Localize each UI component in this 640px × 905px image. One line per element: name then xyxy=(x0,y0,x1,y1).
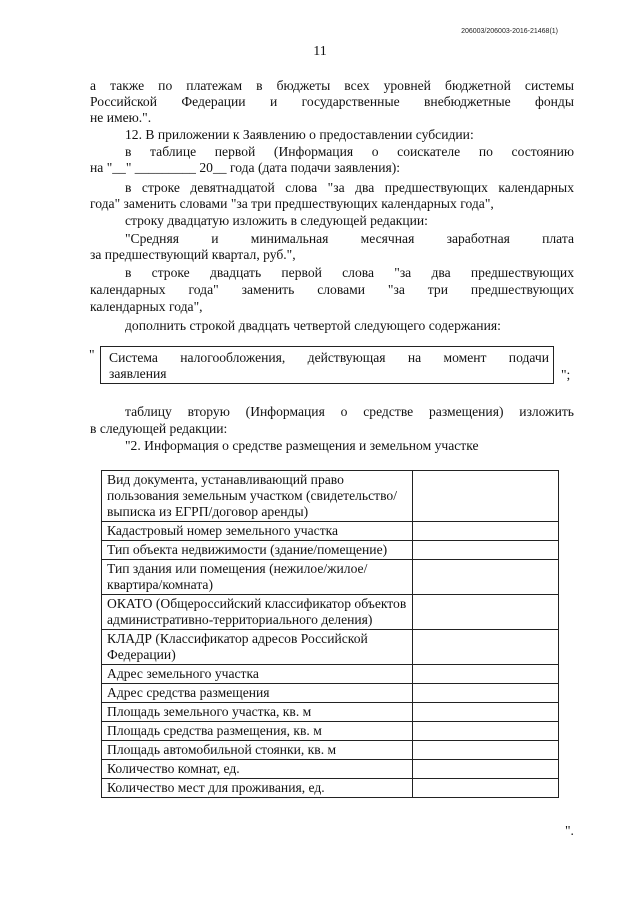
para3-line2: на "__" _________ 20__ года (дата подачи заявления): xyxy=(90,160,401,175)
para1-line2: Российской Федерации и государственные внебюджетные фонды xyxy=(90,94,574,109)
table-row xyxy=(102,630,559,665)
tax-box-close-mark: "; xyxy=(561,367,571,382)
table-close-mark: ". xyxy=(565,823,574,838)
table-row xyxy=(102,703,559,722)
para6-line1: "Средняя и минимальная месячная заработная плата xyxy=(125,231,574,246)
table-row xyxy=(102,684,559,703)
para1-line1: а также по платежам в бюджеты всех уровней бюджетной системы xyxy=(90,78,574,93)
row-label: КЛАДР (Классификатор адресов Российской Федерации) xyxy=(102,630,413,665)
para9-line2: в следующей редакции: xyxy=(90,421,228,436)
tax-box-line2: заявления xyxy=(109,366,167,381)
para7-line2: календарных года" заменить словами "за три предшествующих xyxy=(90,282,574,297)
row-label: Площадь земельного участка, кв. м xyxy=(102,703,413,722)
table-row xyxy=(102,741,559,760)
table-row xyxy=(102,665,559,684)
tax-box-line1: Система налогообложения, действующая на момент подачи xyxy=(109,350,549,365)
row-value-cell xyxy=(413,779,559,798)
para4-line2: года" заменить словами "за три предшествующих календарных года", xyxy=(90,196,494,211)
row-value-cell xyxy=(413,665,559,684)
row-value-cell xyxy=(413,760,559,779)
table-row xyxy=(102,760,559,779)
table-row xyxy=(102,471,559,522)
row-label: Вид документа, устанавливающий право пользования земельным участком (свидетельство/выписка из ЕГРП/договор аренды) xyxy=(102,471,413,522)
para8: дополнить строкой двадцать четвертой следующего содержания: xyxy=(125,318,501,333)
para5: строку двадцатую изложить в следующей редакции: xyxy=(125,213,428,228)
page-number: 11 xyxy=(313,44,327,59)
tax-box-open-quote: " xyxy=(89,347,95,362)
tax-system-box xyxy=(100,346,554,384)
row-label: Адрес земельного участка xyxy=(102,665,413,684)
row-value-cell xyxy=(413,722,559,741)
row-value-cell xyxy=(413,684,559,703)
para9-line1: таблицу вторую (Информация о средстве размещения) изложить xyxy=(125,404,574,419)
row-label: Площадь средства размещения, кв. м xyxy=(102,722,413,741)
para6-line2: за предшествующий квартал, руб.", xyxy=(90,247,296,262)
para4-line1: в строке девятнадцатой слова "за два предшествующих календарных xyxy=(125,180,574,195)
row-value-cell xyxy=(413,471,559,522)
para7-line1: в строке двадцать первой слова "за два предшествующих xyxy=(125,265,574,280)
row-value-cell xyxy=(413,630,559,665)
table-row xyxy=(102,722,559,741)
table-row xyxy=(102,560,559,595)
row-value-cell xyxy=(413,560,559,595)
row-label: Адрес средства размещения xyxy=(102,684,413,703)
row-label: Кадастровый номер земельного участка xyxy=(102,522,413,541)
row-label: Количество комнат, ед. xyxy=(102,760,413,779)
row-label: Тип объекта недвижимости (здание/помещение) xyxy=(102,541,413,560)
placement-info-table xyxy=(101,470,559,798)
row-label: Площадь автомобильной стоянки, кв. м xyxy=(102,741,413,760)
table-row xyxy=(102,595,559,630)
para3-line1: в таблице первой (Информация о соискателе по состоянию xyxy=(125,144,574,159)
document-id: 206003/206003-2016-21468(1) xyxy=(461,28,558,35)
para1-line3: не имею.". xyxy=(90,110,152,125)
table-row xyxy=(102,541,559,560)
row-value-cell xyxy=(413,741,559,760)
row-value-cell xyxy=(413,595,559,630)
row-label: Количество мест для проживания, ед. xyxy=(102,779,413,798)
table-row xyxy=(102,522,559,541)
row-value-cell xyxy=(413,522,559,541)
para10: "2. Информация о средстве размещения и земельном участке xyxy=(125,438,479,453)
row-value-cell xyxy=(413,703,559,722)
row-value-cell xyxy=(413,541,559,560)
table-row xyxy=(102,779,559,798)
para2: 12. В приложении к Заявлению о предоставлении субсидии: xyxy=(125,127,474,142)
para7-line3: календарных года", xyxy=(90,299,203,314)
row-label: ОКАТО (Общероссийский классификатор объектов административно-территориального деления) xyxy=(102,595,413,630)
row-label: Тип здания или помещения (нежилое/жилое/квартира/комната) xyxy=(102,560,413,595)
